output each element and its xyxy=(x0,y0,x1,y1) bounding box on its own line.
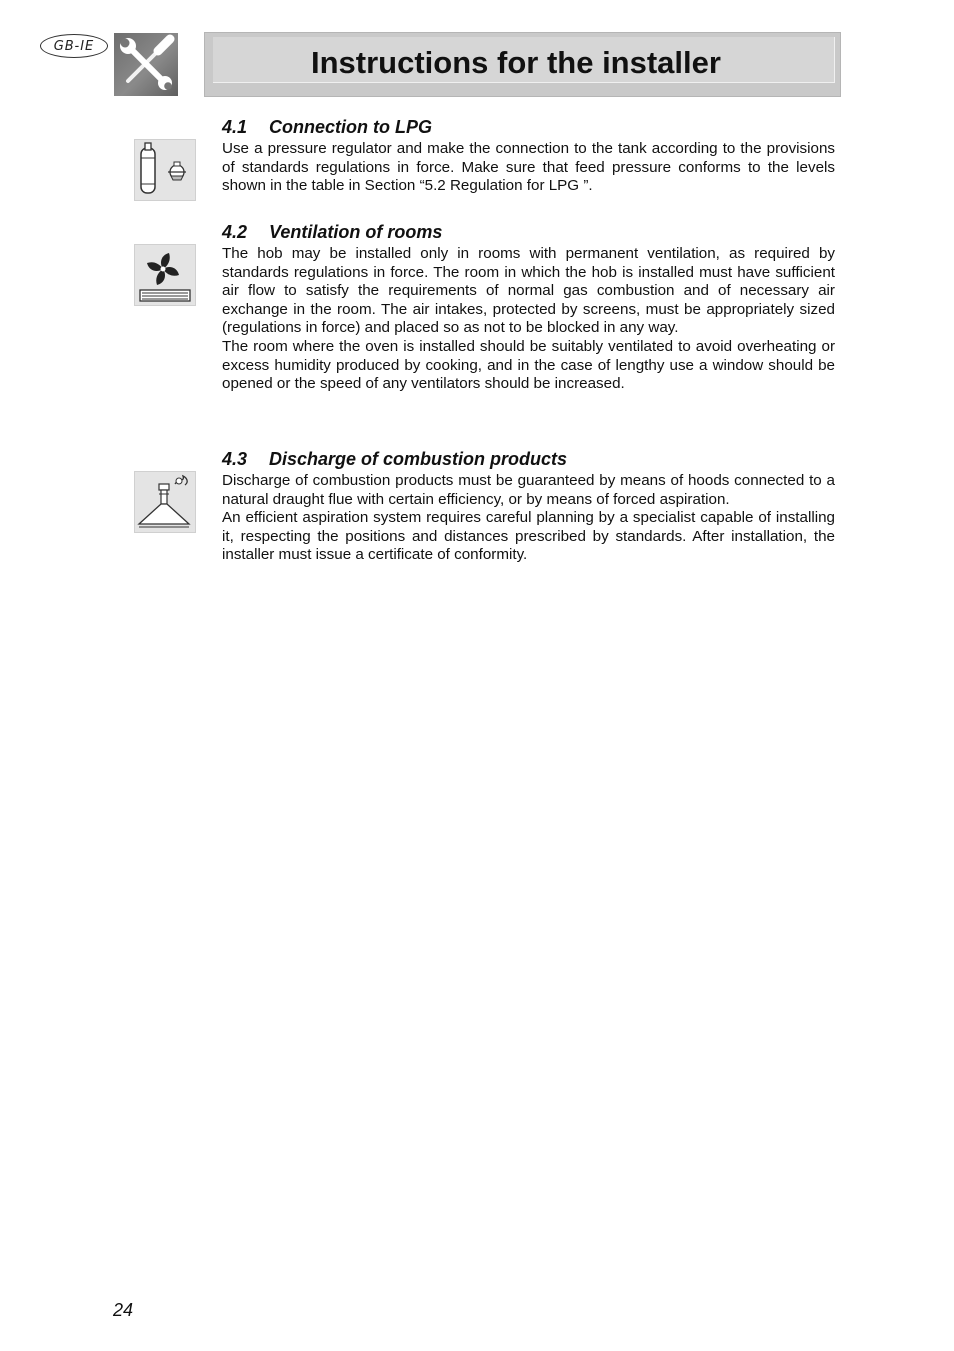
section-paragraph: Use a pressure regulator and make the connection to the tank according to the provisions of standards regulations in force. Make sure that feed pressure conforms to the levels shown in the table in Section “5.2 Regulation for LPG ”. xyxy=(222,140,835,195)
header-band xyxy=(204,32,841,97)
section-paragraph: The hob may be installed only in rooms with permanent ventilation, as required by standards regulations in force. The room in which the hob is installed must have sufficient air flow to satisfy the requirements of normal gas combustion and of necessary air exchange in the room. The air intakes, protected by screens, must be appropriately sized (regulations in force) and placed so as not to be blocked in any way. xyxy=(222,245,835,337)
language-badge xyxy=(40,34,108,58)
section-paragraph: Discharge of combustion products must be guaranteed by means of hoods connected to a natural draught flue with certain efficiency, or by means of forced aspiration. xyxy=(222,472,835,508)
fan-vent-icon xyxy=(134,244,196,306)
section-title xyxy=(222,222,835,243)
section-paragraph: An efficient aspiration system requires careful planning by a specialist capable of installing it, respecting the positions and distances prescribed by standards. After installation, the installer must issue a certificate of conformity. xyxy=(222,509,835,564)
section-title xyxy=(222,117,835,138)
page-title: Instructions for the installer xyxy=(311,45,721,80)
language-badge-label: GB-IE xyxy=(53,38,95,54)
page-number: 24 xyxy=(113,1300,134,1320)
section-connection-lpg xyxy=(222,117,835,196)
section-discharge-combustion xyxy=(222,449,835,565)
section-number: 4.1 xyxy=(222,117,248,137)
gas-cylinder-regulator-icon xyxy=(134,139,196,201)
section-heading: Ventilation of rooms xyxy=(269,222,443,242)
section-title xyxy=(222,449,835,470)
section-paragraph: The room where the oven is installed should be suitably ventilated to avoid overheating or excess humidity produced by cooking, and in the case of lengthy use a window should be opened or the speed of any ventilators should be increased. xyxy=(222,337,835,393)
section-number: 4.2 xyxy=(222,222,248,242)
wrench-screwdriver-icon xyxy=(114,33,178,96)
extractor-hood-icon xyxy=(134,471,196,533)
section-ventilation-rooms xyxy=(222,222,835,394)
section-heading: Connection to LPG xyxy=(269,117,432,137)
section-heading: Discharge of combustion products xyxy=(269,449,568,469)
section-number: 4.3 xyxy=(222,449,248,469)
